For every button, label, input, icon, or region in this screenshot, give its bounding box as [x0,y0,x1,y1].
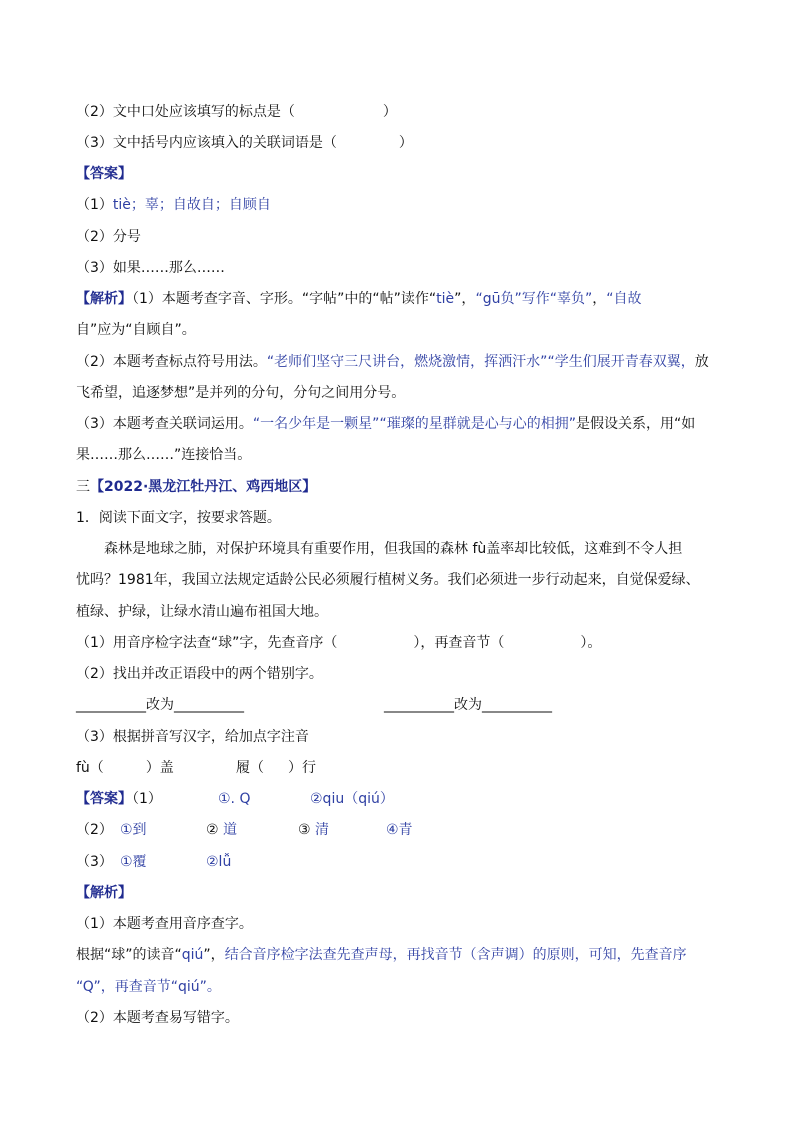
analysis-b-line-2: 根据“球”的读音“qiú”，结合音序检字法查先查声母，再找音节（含声调）的原则，可知，先查音序 [76,947,687,963]
pinyin-fill-2: 履（ ）行 [236,760,316,776]
question-3: （3）文中括号内应该填入的关联词语是（ ） [76,135,413,151]
correction-blank-1: __________改为__________ [76,697,244,713]
analysis-line-4: 飞希望，追逐梦想”是并列的分句，分句之间用分号。 [76,385,406,401]
analysis-b-line-1: （1）本题考查用音序查字。 [76,916,253,932]
answer-3: （3）如果……那么…… [76,260,225,276]
answer-b-1b: ②qiu（qiú） [310,791,394,807]
answer-b-line-3: （3） [76,854,113,870]
sub-question-3: （3）根据拼音写汉字，给加点字注音 [76,729,309,745]
answer-b-2b: ② 道 [206,822,238,838]
analysis-line-6: 果……那么……”连接恰当。 [76,447,252,463]
passage-line-2: 忧吗？1981年，我国立法规定适龄公民必须履行植树义务。我们必须进一步行动起来，自觉保爱绿、 [76,572,700,588]
answer-b-line-1: 【答案】（1） [76,791,162,807]
analysis-b-line-3: “Q”，再查音节“qiú”。 [76,979,221,995]
section-3-heading: 三【2022·黑龙江牡丹江、鸡西地区】 [76,479,317,495]
sub-question-1: （1）用音序检字法查“球”字，先查音序（ ），再查音节（ ）。 [76,635,602,651]
answer-1: （1）tiè；辜；自故自；自顾自 [76,197,271,213]
answer-heading: 【答案】 [76,166,132,182]
passage-line-3: 植绿、护绿，让绿水清山遍布祖国大地。 [76,604,328,620]
passage-line-1: 森林是地球之肺，对保护环境具有重要作用，但我国的森林 fù盖率却比较低，这难到不令人担 [104,541,683,557]
correction-blank-2: __________改为__________ [384,697,552,713]
analysis-b-heading: 【解析】 [76,885,132,901]
pinyin-fill-1: fù（ ）盖 [76,760,174,776]
answer-b-2a: ①到 [120,822,147,838]
answer-b-3b: ②lǚ [206,854,232,870]
sub-question-2: （2）找出并改正语段中的两个错别字。 [76,666,323,682]
passage-question: 1．阅读下面文字，按要求答题。 [76,510,281,526]
answer-b-line-2: （2） [76,822,113,838]
answer-b-2c: ③ 清 [298,822,330,838]
answer-b-2d: ④青 [386,822,413,838]
analysis-line-2: 自”应为“自顾自”。 [76,322,196,338]
question-2: （2）文中口处应该填写的标点是（ ） [76,104,397,120]
analysis-b-line-4: （2）本题考查易写错字。 [76,1010,239,1026]
answer-b-3a: ①覆 [120,854,147,870]
analysis-line-5: （3）本题考查关联词运用。“一名少年是一颗星”“璀璨的星群就是心与心的相拥”是假设关系，用“如 [76,416,696,432]
analysis-line-3: （2）本题考查标点符号用法。“老师们坚守三尺讲台，燃烧激情，挥洒汗水”“学生们展开青春双翼，放 [76,354,709,370]
answer-2: （2）分号 [76,229,141,245]
analysis-line-1: 【解析】（1）本题考查字音、字形。“字帖”中的“帖”读作“tiè”，“gū负”写作“辜负”，“自故 [76,291,642,307]
answer-b-1a: ①. Q [218,791,251,807]
